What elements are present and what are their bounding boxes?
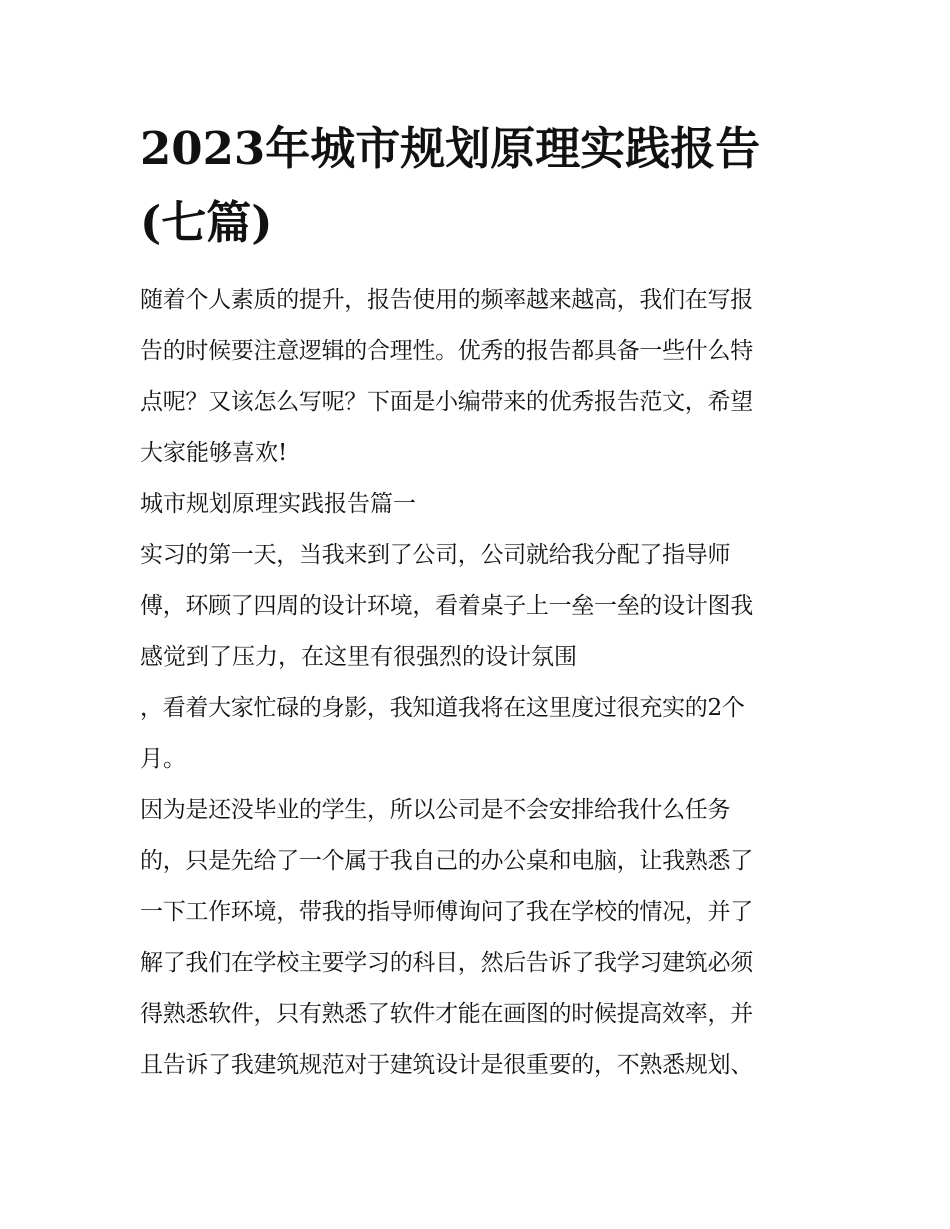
paragraph-line: ，看着大家忙碌的身影，我知道我将在这里度过很充实的2个: [140, 695, 745, 721]
paragraph-line: 傅，环顾了四周的设计环境，看着桌子上一垒一垒的设计图我: [140, 593, 753, 619]
title-line: 2023年城市规划原理实践报告: [140, 122, 761, 175]
title-line: (七篇): [140, 196, 273, 249]
intro-line: 告的时候要注意逻辑的合理性。优秀的报告都具备一些什么特: [140, 338, 753, 364]
document-body: [140, 275, 820, 1091]
paragraph-line: 且告诉了我建筑规范对于建筑设计是很重要的，不熟悉规划、: [140, 1052, 753, 1078]
paragraph-line: 月。: [140, 746, 186, 772]
section-heading: 城市规划原理实践报告篇一: [140, 491, 416, 517]
paragraph-line: 的，只是先给了一个属于我自己的办公桌和电脑，让我熟悉了: [140, 848, 753, 874]
intro-line: 点呢？又该怎么写呢？下面是小编带来的优秀报告范文，希望: [140, 389, 753, 415]
paragraph-line: 得熟悉软件，只有熟悉了软件才能在画图的时候提高效率，并: [140, 1001, 753, 1027]
paragraph-line: 因为是还没毕业的学生，所以公司是不会安排给我什么任务: [140, 797, 731, 823]
paragraph-line: 解了我们在学校主要学习的科目，然后告诉了我学习建筑必须: [140, 950, 753, 976]
paragraph-line: 实习的第一天，当我来到了公司，公司就给我分配了指导师: [140, 542, 731, 568]
paragraph-line: 一下工作环境，带我的指导师傅询问了我在学校的情况，并了: [140, 899, 753, 925]
paragraph-line: 感觉到了压力，在这里有很强烈的设计氛围: [140, 644, 577, 670]
intro-line: 大家能够喜欢!: [140, 440, 288, 466]
document-title: [140, 112, 820, 260]
intro-line: 随着个人素质的提升，报告使用的频率越来越高，我们在写报: [140, 287, 753, 313]
